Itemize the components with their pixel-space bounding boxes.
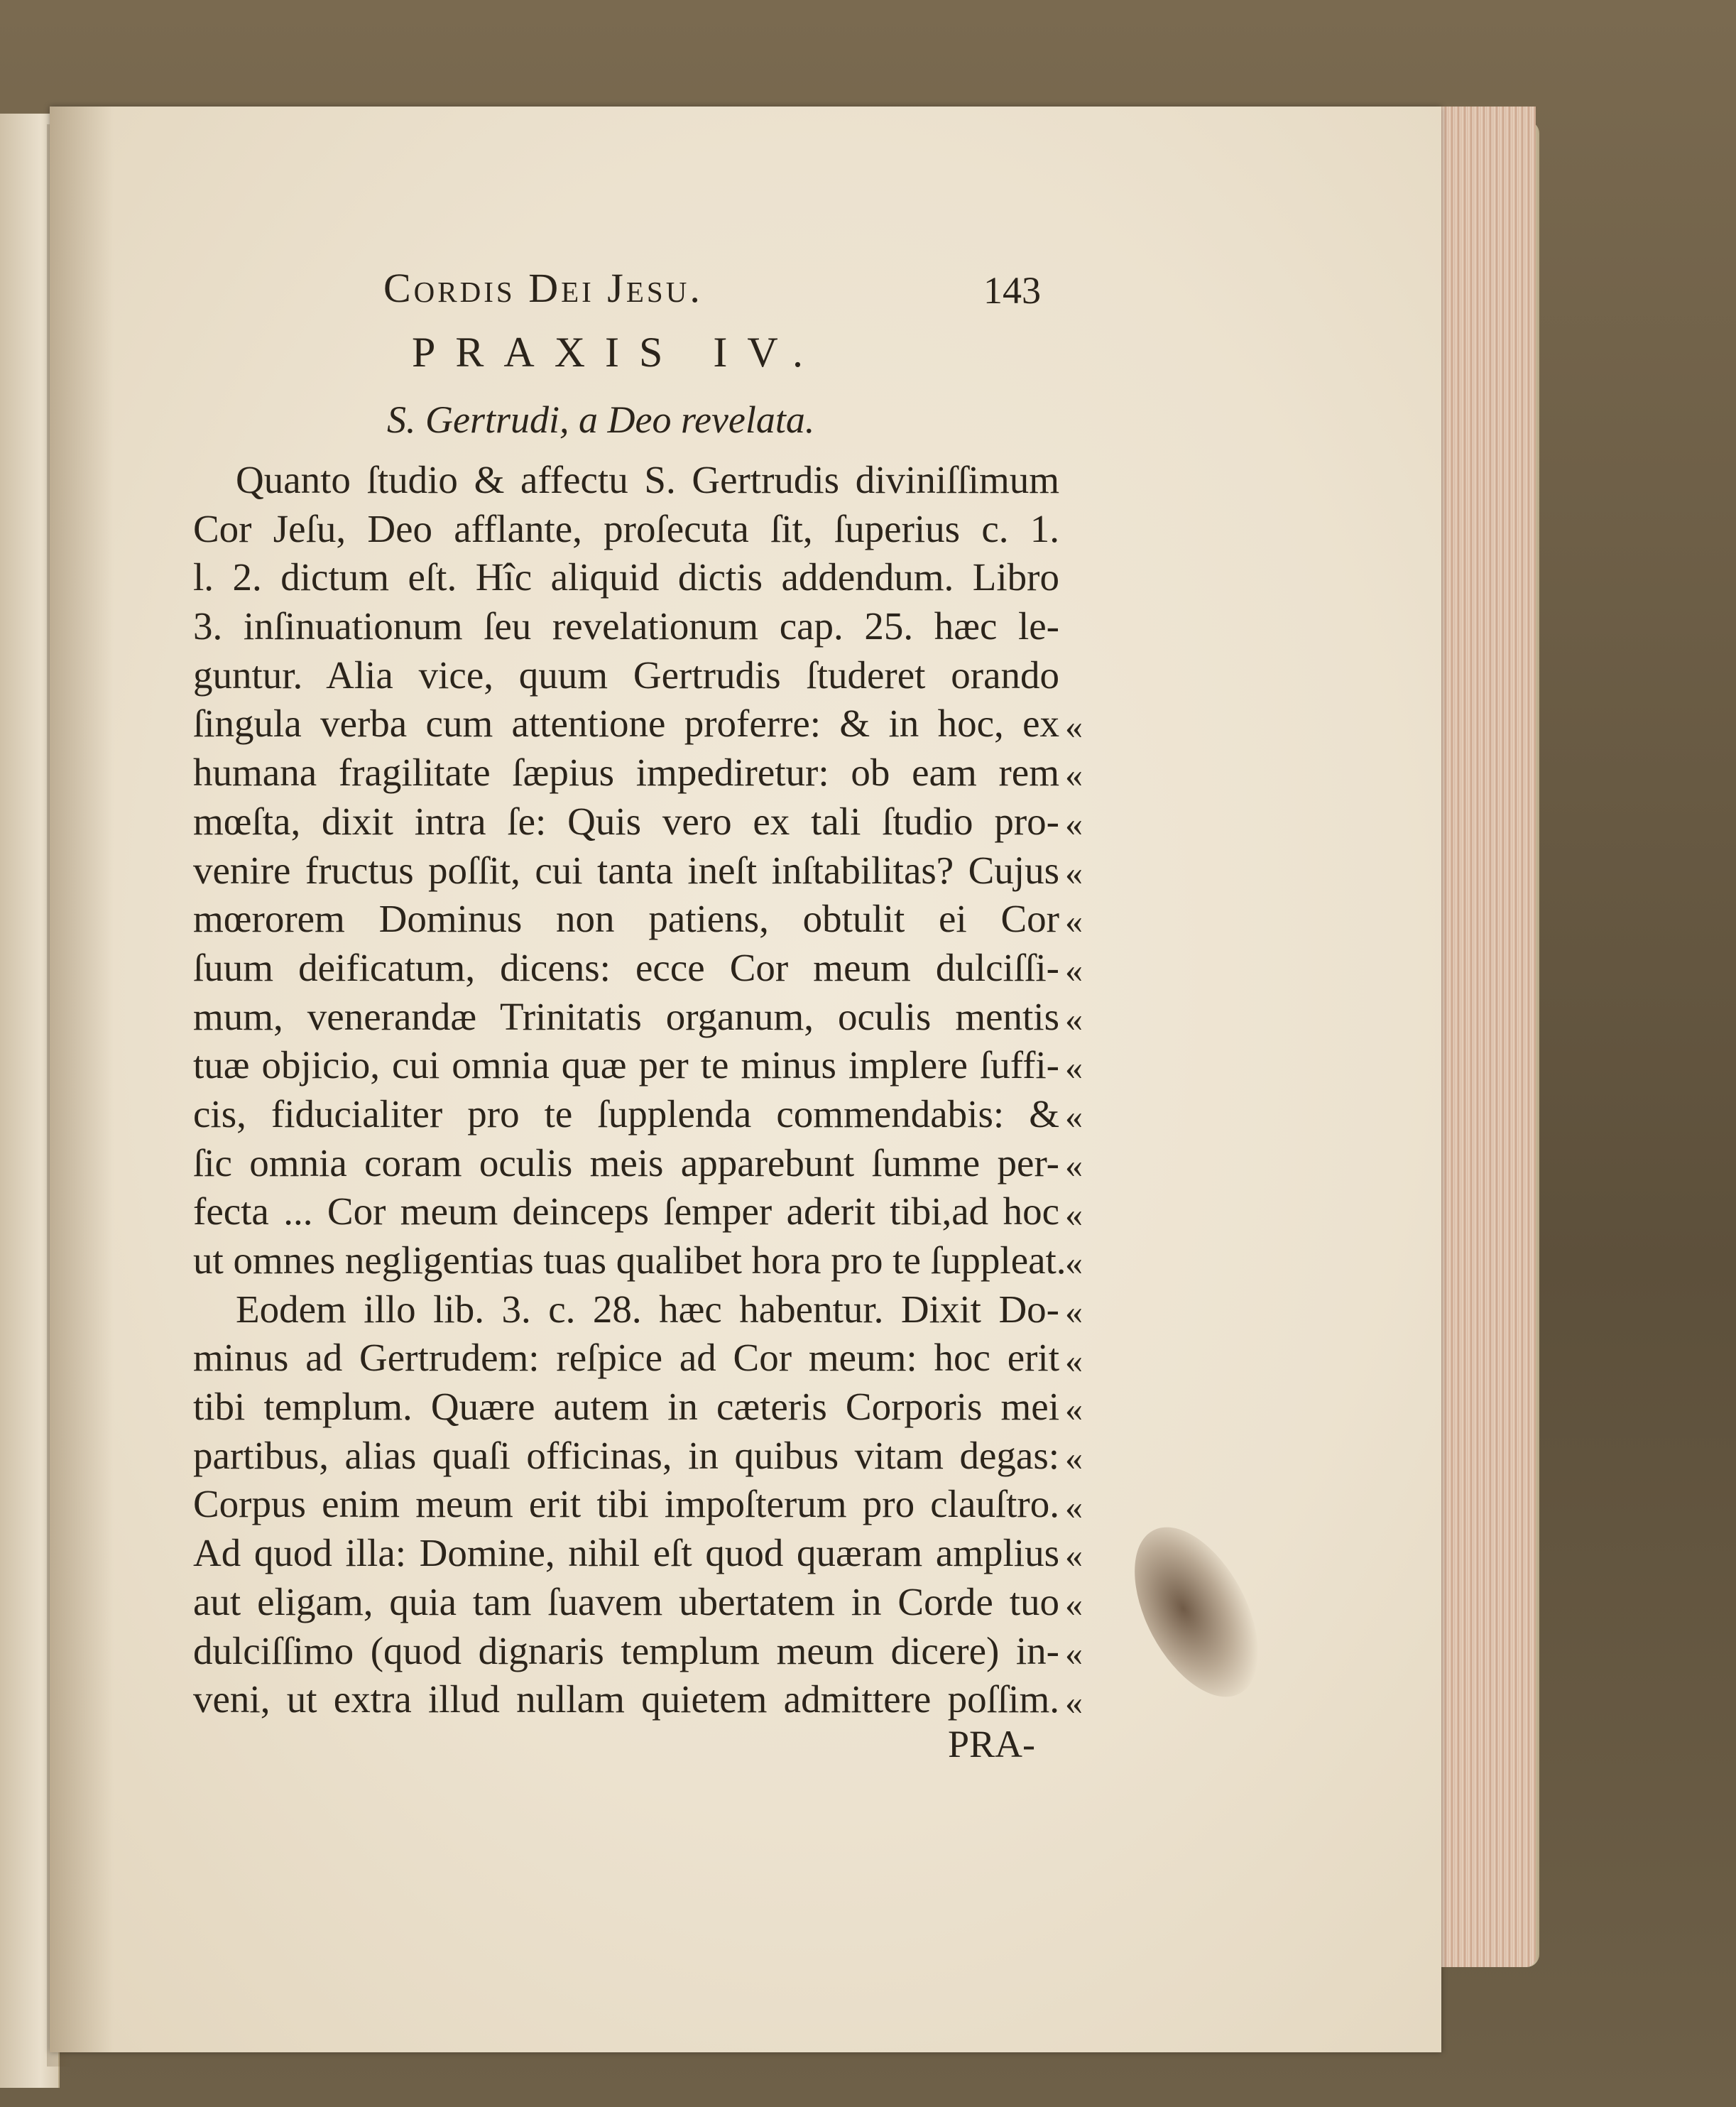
quotation-mark: « [1065, 852, 1083, 893]
text-line: ſuum deificatum, dicens: ecce Cor meum dulciſſi- [193, 945, 1059, 989]
text-line: 3. inſinuationum ſeu revelationum cap. 25. hæc le- [193, 604, 1059, 648]
text-line: ſingula verba cum attentione proferre: & in hoc, ex [193, 702, 1059, 746]
gutter-shadow [50, 107, 114, 2052]
quotation-mark: « [1065, 1194, 1083, 1234]
text-line: Cor Jeſu, Deo afflante, proſecuta ſit, ſuperius c. 1. [193, 506, 1059, 550]
text-line: fecta ... Cor meum deinceps ſemper aderit tibi,ad hoc [193, 1189, 1059, 1234]
body-text [193, 456, 1066, 1724]
page-number: 143 [983, 269, 1041, 312]
quotation-mark: « [1065, 998, 1083, 1039]
text-line: venire fructus poſſit, cui tanta ineſt inſtabilitas? Cujus [193, 848, 1059, 892]
text-line: tibi templum. Quære autem in cæteris Corporis mei [193, 1385, 1059, 1429]
quotation-mark: « [1065, 1145, 1083, 1185]
quotation-mark: « [1065, 1438, 1083, 1478]
quotation-mark: « [1065, 803, 1083, 844]
text-line: mœſta, dixit intra ſe: Quis vero ex tali ſtudio pro- [193, 799, 1059, 843]
quotation-mark: « [1065, 1047, 1083, 1088]
quotation-mark: « [1065, 950, 1083, 990]
text-line: minus ad Gertrudem: reſpice ad Cor meum: hoc erit [193, 1336, 1059, 1380]
running-head: Cordis Dei Jesu. [383, 265, 703, 311]
text-line: partibus, alias quaſi officinas, in quibus vitam degas: [193, 1433, 1059, 1477]
quotation-mark: « [1065, 1243, 1083, 1283]
text-line: ſic omnia coram oculis meis apparebunt ſumme per- [193, 1140, 1059, 1185]
quotation-mark: « [1065, 1291, 1083, 1332]
text-line: Ad quod illa: Domine, nihil eſt quod quæram amplius [193, 1531, 1059, 1575]
text-line: Eodem illo lib. 3. c. 28. hæc habentur. Dixit Do- [236, 1287, 1059, 1331]
quotation-mark: « [1065, 1096, 1083, 1137]
quotation-mark: « [1065, 1682, 1083, 1722]
section-subtitle: S. Gertrudi, a Deo revelata. [387, 398, 815, 441]
quotation-mark: « [1065, 1535, 1083, 1576]
quotation-mark: « [1065, 1340, 1083, 1381]
quotation-mark: « [1065, 1584, 1083, 1625]
text-line: ut omnes negligentias tuas qualibet hora pro te ſuppleat. [193, 1238, 1066, 1282]
text-line: l. 2. dictum eſt. Hîc aliquid dictis addendum. Libro [193, 555, 1059, 599]
quotation-mark: « [1065, 755, 1083, 795]
text-line: humana fragilitate ſæpius impediretur: ob eam rem [193, 751, 1059, 795]
text-line: Quanto ſtudio & affectu S. Gertrudis diviniſſimum [236, 458, 1059, 501]
text-line: tuæ objicio, cui omnia quæ per te minus implere ſuffi- [193, 1043, 1059, 1087]
quotation-mark: « [1065, 901, 1083, 942]
quotation-mark: « [1065, 1633, 1083, 1673]
text-line: mum, venerandæ Trinitatis organum, oculis mentis [193, 994, 1059, 1038]
text-line: veni, ut extra illud nullam quietem admittere poſſim. [193, 1677, 1059, 1721]
quotation-mark: « [1065, 706, 1083, 746]
section-title: PRAXIS IV. [412, 329, 823, 376]
quotation-mark: « [1065, 1486, 1083, 1527]
text-line: Corpus enim meum erit tibi impoſterum pro clauſtro. [193, 1482, 1059, 1526]
text-line: guntur. Alia vice, quum Gertrudis ſtuderet orando [193, 653, 1059, 697]
text-line: aut eligam, quia tam ſuavem ubertatem in Corde tuo [193, 1579, 1059, 1623]
text-line: cis, fiducialiter pro te ſupplenda commendabis: & [193, 1091, 1059, 1136]
text-line: dulciſſimo (quod dignaris templum meum dicere) in- [193, 1628, 1059, 1672]
quotation-mark: « [1065, 1389, 1083, 1430]
text-line: mœrorem Dominus non patiens, obtulit ei Cor [193, 897, 1059, 941]
catchword: PRA- [948, 1723, 1036, 1765]
